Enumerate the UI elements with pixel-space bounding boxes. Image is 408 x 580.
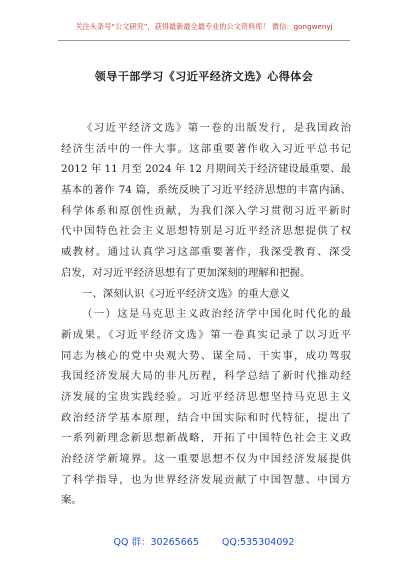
body-line: 代中国特色社会主义思想特别是习近平经济思想提供了权	[61, 225, 351, 238]
document-body	[61, 118, 351, 511]
body-line: 案。	[61, 494, 82, 507]
body-line: 治经济学新境界。这一重要思想不仅为中国经济发展提供	[61, 453, 351, 465]
footer-contact	[0, 534, 408, 548]
header-divider	[58, 40, 350, 41]
body-line: 基本的著作 74 篇，系统反映了习近平经济思想的丰富内涵、	[61, 184, 351, 197]
header-banner: 关注头条号“公文研究”，获得最新最全最专业的公文资料库！ 微信：gongwenyj	[75, 22, 333, 31]
footer-qq-group: QQ 群：30265665	[113, 537, 199, 548]
body-line: 《习近平经济文选》第一卷的出版发行，是我国政治	[82, 122, 351, 134]
footer-qq-number: QQ:535304092	[221, 537, 295, 548]
body-line: 新成果。《习近平经济文选》第一卷真实记录了以习近平	[61, 328, 351, 341]
body-line: 济发展的宝贵实践经验。习近平经济思想坚持马克思主义	[61, 390, 351, 403]
body-line: （一）这是马克思主义政治经济学中国化时代化的最	[82, 308, 351, 321]
body-line: 2012 年 11 月至 2024 年 12 月期间关于经济建设最重要、最	[61, 163, 351, 176]
body-line: 启发，对习近平经济思想有了更加深刻的理解和把握。	[61, 266, 311, 279]
body-line: 一系列新理念新思想新战略，开拓了中国特色社会主义政	[61, 432, 351, 445]
body-line: 一、深刻认识《习近平经济文选》的重大意义	[82, 287, 290, 300]
body-line: 政治经济学基本原理，结合中国实际和时代特征，提出了	[61, 411, 351, 424]
body-line: 同志为核心的党中央观大势、谋全局、干实事，成功驾驭	[61, 349, 351, 362]
body-line: 了科学指导，也为世界经济发展贡献了中国智慧、中国方	[61, 473, 351, 486]
body-line: 我国经济发展大局的非凡历程，科学总结了新时代推动经	[61, 370, 351, 383]
body-line: 科学体系和原创性贡献，为我们深入学习贯彻习近平新时	[61, 204, 351, 217]
body-line: 经济生活中的一件大事。这部重要著作收入习近平总书记	[61, 142, 351, 155]
document-title: 领导干部学习《习近平经济文选》心得体会	[94, 70, 314, 83]
body-line: 威教材。通过认真学习这部重要著作，我深受教育、深受	[61, 246, 351, 259]
